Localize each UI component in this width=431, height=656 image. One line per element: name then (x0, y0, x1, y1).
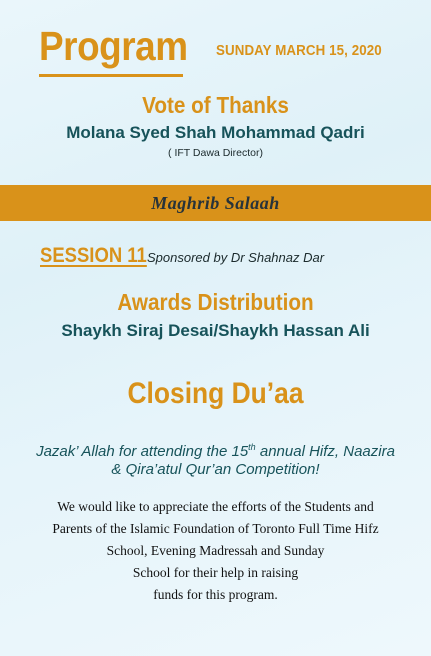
vote-of-thanks-heading: Vote of Thanks (142, 92, 289, 118)
closing-heading: Closing Du’aa (127, 377, 304, 410)
awards-names: Shaykh Siraj Desai/Shaykh Hassan Ali (61, 321, 370, 340)
appreciation-line: Parents of the Islamic Foundation of Toronto Full Time Hifz (52, 521, 379, 536)
program-date: SUNDAY MARCH 15, 2020 (216, 43, 382, 59)
salaah-band (0, 185, 431, 221)
thanks-line-1-end: annual Hifz, Naazira (255, 443, 395, 460)
thanks-line-1-start: Jazak’ Allah for attending the 15 (36, 443, 249, 460)
appreciation-line: funds for this program. (153, 587, 278, 602)
session-label: SESSION 11 (40, 244, 147, 267)
vote-of-thanks-role: ( IFT Dawa Director) (168, 147, 263, 159)
thanks-line-1-sup: th (248, 442, 256, 452)
appreciation-line: School, Evening Madressah and Sunday (106, 543, 325, 558)
awards-heading: Awards Distribution (117, 289, 314, 315)
thanks-line-1 (0, 442, 431, 460)
appreciation-line: We would like to appreciate the efforts of the Students and (57, 499, 374, 514)
session-sponsor: Sponsored by Dr Shahnaz Dar (147, 250, 325, 265)
thanks-line-2: & Qira’atul Qur’an Competition! (111, 461, 320, 478)
vote-of-thanks-speaker: Molana Syed Shah Mohammad Qadri (66, 123, 365, 142)
program-title: Program (39, 22, 183, 77)
salaah-label: Maghrib Salaah (151, 193, 280, 213)
appreciation-line: School for their help in raising (132, 565, 299, 580)
